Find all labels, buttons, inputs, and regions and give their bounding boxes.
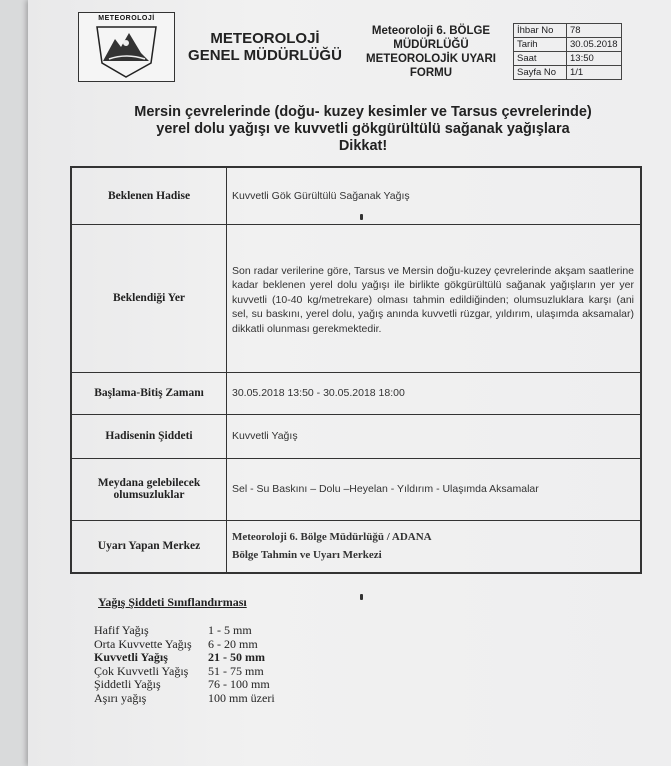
list-item (94, 665, 275, 679)
row-value (227, 520, 642, 573)
table-row (71, 458, 641, 520)
mountain-emblem-icon (79, 13, 174, 81)
mgm-logo (78, 12, 175, 82)
scale-name: Hafif Yağış (94, 623, 149, 637)
form-title-line: FORMU (409, 67, 453, 79)
headline-line: Dikkat! (338, 138, 388, 154)
rain-intensity-scale (94, 624, 275, 705)
scale-name: Kuvvetli Yağış (94, 650, 168, 664)
scale-range: 51 - 75 mm (208, 663, 264, 678)
list-item (94, 678, 275, 692)
row-value: Kuvvetli Yağış (227, 414, 642, 458)
meta-label: Saat (514, 52, 567, 66)
warning-headline (93, 104, 633, 155)
meta-row (514, 66, 622, 80)
meta-row (514, 38, 622, 52)
scale-range: 21 - 50 mm (208, 650, 265, 664)
form-meta-table (513, 23, 622, 80)
table-row (71, 414, 641, 458)
org-line-1: METEOROLOJİ (210, 30, 320, 47)
scale-name: Şiddetli Yağış (94, 677, 161, 691)
center-name: Meteoroloji 6. Bölge Müdürlüğü / ADANA (232, 531, 432, 544)
meta-label: İhbar No (514, 24, 567, 38)
logo-text: METEOROLOJİ (98, 15, 155, 22)
form-title (356, 24, 506, 80)
center-unit: Bölge Tahmin ve Uyarı Merkezi (232, 549, 382, 562)
row-value: Son radar verilerine göre, Tarsus ve Mersin doğu-kuzey çevrelerinde akşam saatlerine kadar beklenen yerel dolu yağışı ile birlikte gökgürültülü sağanak yağışların yer yer kuvvetli (10-40 kg/metrekare) olması tahmin edildiğinden; olumsuzluklara karşı (ani sel, su baskını, yerel dolu, yağış anında kuvvetli rüzgar, yıldırım, ulaşımda aksamalar) dikkatli olunması gerekmektedir. (227, 224, 642, 372)
headline-line: Mersin çevrelerinde (doğu- kuzey kesimler ve Tarsus çevrelerinde) (134, 104, 592, 120)
scale-name: Aşırı yağış (94, 690, 147, 705)
scale-name: Çok Kuvvetli Yağış (94, 663, 189, 678)
row-value: 30.05.2018 13:50 - 30.05.2018 18:00 (227, 372, 642, 414)
pen-mark (360, 214, 363, 220)
meta-row (514, 24, 622, 38)
scale-range: 100 mm üzeri (208, 690, 275, 705)
meta-label: Sayfa No (514, 66, 567, 80)
row-label: Uyarı Yapan Merkez (71, 520, 227, 573)
meta-value: 30.05.2018 (567, 38, 622, 52)
meta-value: 1/1 (567, 66, 622, 80)
meta-value: 13:50 (567, 52, 622, 66)
warning-details-table (70, 166, 642, 574)
scale-range: 6 - 20 mm (208, 636, 258, 651)
row-label: Hadisenin Şiddeti (71, 414, 227, 458)
form-title-line: MÜDÜRLÜĞÜ (393, 39, 469, 51)
org-line-2: GENEL MÜDÜRLÜĞÜ (188, 47, 342, 64)
row-value: Sel - Su Baskını – Dolu –Heyelan - Yıldırım - Ulaşımda Aksamalar (227, 458, 642, 520)
list-item (94, 692, 275, 706)
organization-name (186, 30, 344, 64)
pen-mark (360, 594, 363, 600)
scale-range: 1 - 5 mm (208, 623, 252, 637)
meta-row (514, 52, 622, 66)
row-value: Kuvvetli Gök Gürültülü Sağanak Yağış (227, 167, 642, 224)
row-label: Beklendiği Yer (71, 224, 227, 372)
row-label: Başlama-Bitiş Zamanı (71, 372, 227, 414)
table-row (71, 167, 641, 224)
scale-range: 76 - 100 mm (208, 677, 270, 691)
warning-form-page (28, 0, 671, 766)
headline-line: yerel dolu yağışı ve kuvvetli gökgürültülü sağanak yağışlara (156, 121, 570, 137)
table-row (71, 224, 641, 372)
scale-title: Yağış Şiddeti Sınıflandırması (98, 595, 247, 609)
meta-value: 78 (567, 24, 622, 38)
form-title-line: Meteoroloji 6. BÖLGE (371, 25, 491, 37)
list-item (94, 651, 275, 665)
table-row (71, 372, 641, 414)
row-label: Meydana gelebilecek olumsuzluklar (71, 458, 227, 520)
row-label: Beklenen Hadise (71, 167, 227, 224)
scale-name: Orta Kuvvette Yağış (94, 636, 192, 651)
form-title-line: METEOROLOJİK UYARI (366, 53, 496, 65)
table-row (71, 520, 641, 573)
meta-label: Tarih (514, 38, 567, 52)
list-item (94, 624, 275, 638)
list-item (94, 638, 275, 652)
